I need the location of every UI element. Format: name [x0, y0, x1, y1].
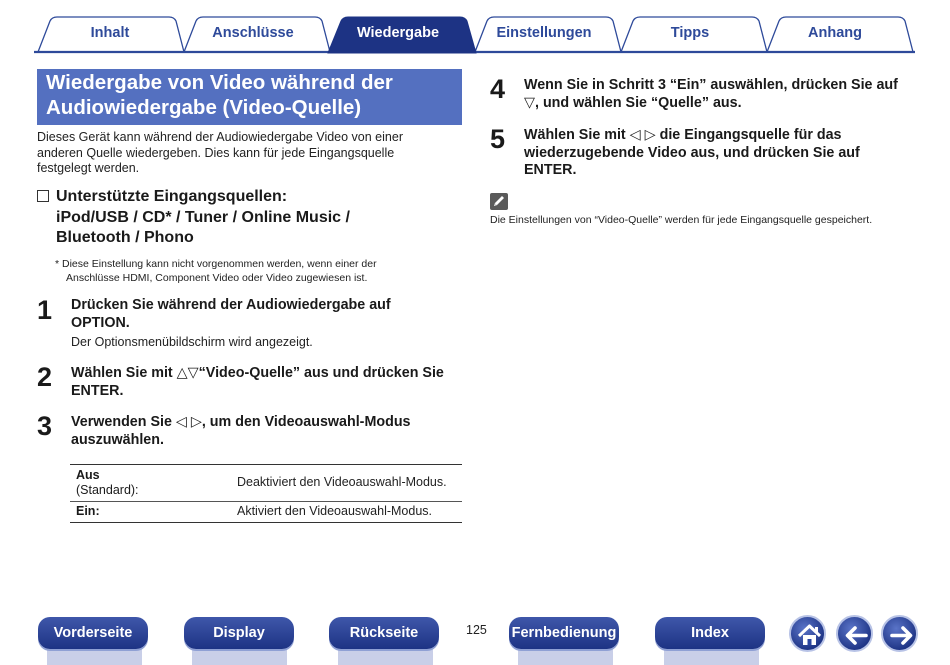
nav-decor [192, 649, 287, 665]
option-value-aus: Deaktiviert den Videoauswahl-Modus. [237, 475, 447, 489]
options-table [70, 464, 462, 523]
step-1-subtext: Der Optionsmenübildschirm wird angezeigt. [71, 335, 313, 349]
intro-line-3: festgelegt werden. [37, 161, 140, 175]
step-4-line-2: ▽, und wählen Sie “Quelle” aus. [524, 94, 742, 111]
pencil-note-icon [490, 193, 508, 210]
tab-inhalt[interactable]: Inhalt [90, 25, 130, 41]
back-button[interactable] [836, 615, 873, 652]
table-row [70, 464, 462, 501]
tab-anschluesse[interactable]: Anschlüsse [212, 25, 294, 41]
nav-rueckseite-button[interactable] [329, 617, 439, 649]
nav-fernbedienung-button[interactable] [509, 617, 619, 649]
nav-index-label: Index [691, 625, 729, 641]
option-key-ein [76, 504, 100, 519]
nav-vorderseite-button[interactable] [38, 617, 148, 649]
section-title-line-2: Audiowiedergabe (Video-Quelle) [46, 96, 362, 119]
sources-line-1: iPod/USB / CD* / Tuner / Online Music / [56, 209, 350, 226]
nav-decor [47, 649, 142, 665]
footnote-line-1: * Diese Einstellung kann nicht vorgenommen werden, wenn einer der [55, 258, 377, 270]
step-4-line-1: Wenn Sie in Schritt 3 “Ein” auswählen, drücken Sie auf [524, 77, 898, 93]
back-arrow-icon [838, 617, 875, 654]
checkbox-icon [37, 190, 49, 202]
section-title [37, 69, 462, 125]
nav-vorderseite-label: Vorderseite [53, 625, 133, 641]
step-2-line-2: ENTER. [71, 382, 124, 399]
step-5-line-1: Wählen Sie mit ◁ ▷ die Eingangsquelle für das [524, 127, 842, 143]
tab-anhang[interactable]: Anhang [808, 25, 862, 41]
option-key-aus-note: (Standard): [76, 483, 139, 497]
forward-button[interactable] [881, 615, 918, 652]
sources-heading: Unterstützte Eingangsquellen: [56, 188, 288, 205]
step-3-line-2: auszuwählen. [71, 431, 164, 448]
nav-fernbedienung-label: Fernbedienung [511, 625, 617, 641]
option-key-aus-label: Aus [76, 468, 100, 482]
nav-decor [664, 649, 759, 665]
step-2-line-1: Wählen Sie mit △▽“Video-Quelle” aus und drücken Sie [71, 365, 444, 381]
nav-display-label: Display [213, 625, 265, 641]
intro-line-2: anderen Quelle wiedergeben. Dies kann für jede Eingangsquelle [37, 145, 395, 160]
nav-decor [338, 649, 433, 665]
table-row [70, 501, 462, 523]
step-1-line-2: OPTION. [71, 314, 130, 331]
home-icon [791, 617, 828, 654]
tab-tipps[interactable]: Tipps [670, 25, 710, 41]
step-4-text [524, 77, 898, 112]
step-5-line-3: ENTER. [524, 162, 577, 178]
option-value-ein: Aktiviert den Videoauswahl-Modus. [237, 504, 433, 518]
option-key-aus [76, 468, 139, 498]
note-text: Die Einstellungen von “Video-Quelle” werden für jede Eingangsquelle gespeichert. [490, 214, 873, 226]
step-number-2: 2 [37, 362, 53, 392]
step-5-line-2: wiederzugebende Video aus, und drücken Sie auf [524, 144, 860, 161]
nav-index-button[interactable] [655, 617, 765, 649]
forward-arrow-icon [883, 617, 920, 654]
intro-line-1: Dieses Gerät kann während der Audiowiedergabe Video von einer [37, 130, 403, 144]
nav-display-button[interactable] [184, 617, 294, 649]
step-number-1: 1 [37, 295, 53, 325]
sources-line-2: Bluetooth / Phono [56, 229, 194, 246]
footnote-line-2: Anschlüsse HDMI, Component Video oder Video zugewiesen ist. [66, 272, 368, 284]
home-button[interactable] [789, 615, 826, 652]
page-number: 125 [466, 623, 487, 637]
step-1-text [71, 297, 391, 332]
section-title-line-1: Wiedergabe von Video während der [46, 71, 393, 94]
tab-einstellungen[interactable]: Einstellungen [496, 25, 592, 41]
step-2-text [71, 365, 444, 400]
step-5-text [524, 127, 860, 180]
nav-decor [518, 649, 613, 665]
footnote [55, 257, 377, 285]
step-1-line-1: Drücken Sie während der Audiowiedergabe auf [71, 297, 391, 313]
step-number-3: 3 [37, 411, 53, 441]
step-3-line-1: Verwenden Sie ◁ ▷, um den Videoauswahl-Modus [71, 414, 411, 430]
option-key-ein-label: Ein: [76, 504, 100, 518]
step-number-4: 4 [490, 74, 506, 104]
tab-wiedergabe[interactable]: Wiedergabe [356, 25, 440, 41]
step-number-5: 5 [490, 124, 506, 154]
step-3-text [71, 414, 411, 449]
nav-rueckseite-label: Rückseite [349, 625, 419, 641]
intro-paragraph [37, 130, 462, 177]
